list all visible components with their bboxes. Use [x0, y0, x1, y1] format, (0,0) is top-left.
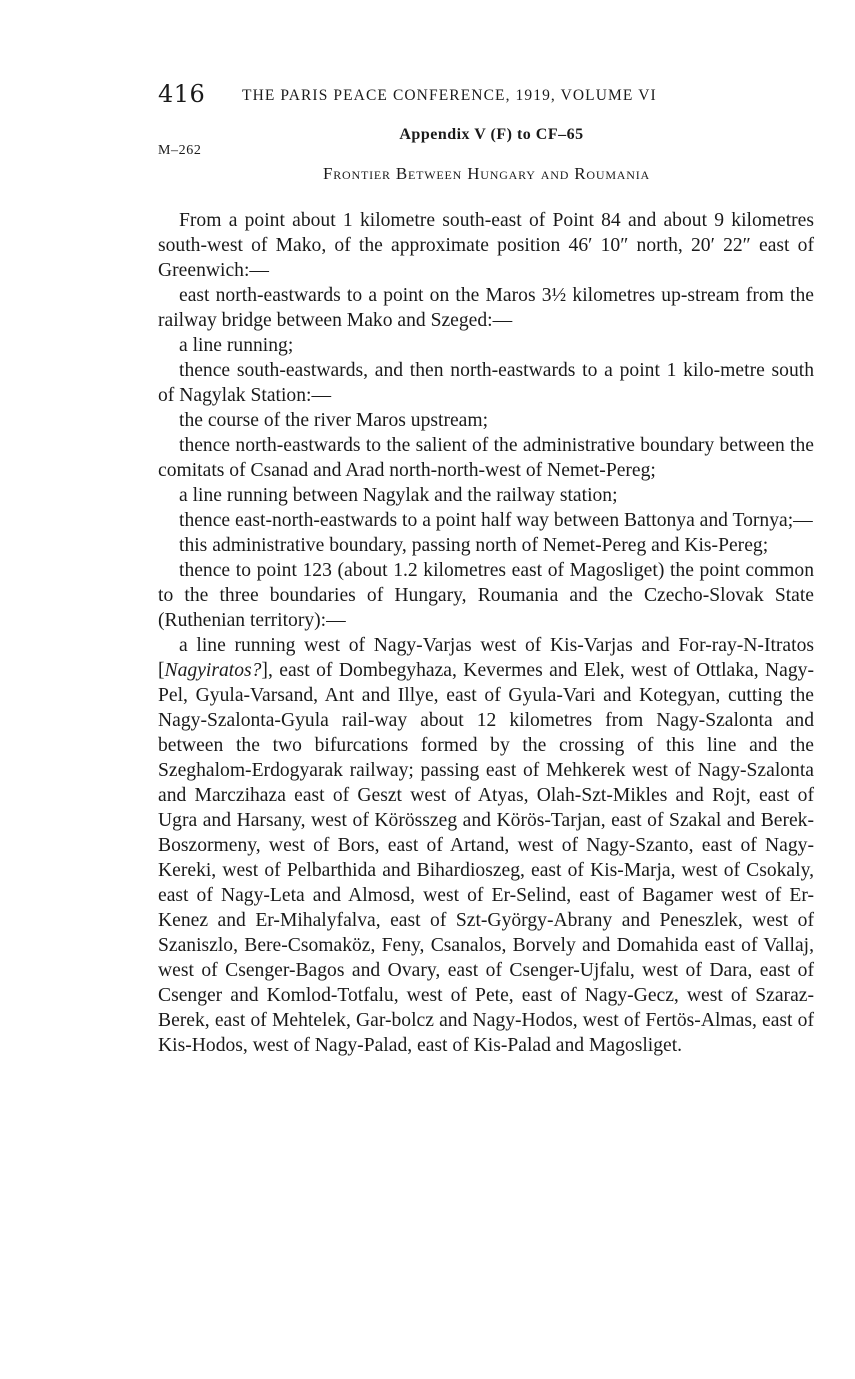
- paragraph: a line running between Nagylak and the railway station;: [179, 485, 618, 506]
- paragraph-text-start: a line running west of Nagy-Varjas west of Kis-Varjas and For-ray-N-Itratos [: [158, 635, 814, 681]
- paragraph: this administrative boundary, passing north of Nemet-Pereg and Kis-Pereg;: [179, 535, 769, 556]
- running-title: THE PARIS PEACE CONFERENCE, 1919, VOLUME VI: [242, 87, 657, 104]
- paragraph: thence south-eastwards, and then north-eastwards to a point 1 kilo-metre south of Nagylak Station:—: [158, 360, 814, 406]
- body-text: [158, 208, 814, 1058]
- running-header: [158, 80, 814, 112]
- paragraph: east north-eastwards to a point on the Maros 3½ kilometres up-stream from the railway bridge between Mako and Szeged:—: [158, 285, 814, 331]
- section-title: Frontier Between Hungary and Roumania: [323, 164, 650, 183]
- page-number: 416: [158, 80, 206, 108]
- paragraph-text-rest: ], east of Dombegyhaza, Kevermes and Elek, west of Ottlaka, Nagy-Pel, Gyula-Varsand, Ant and Illye, east of Gyula-Vari and Kotegyan, cutting the Nagy-Szalonta-Gyula rail-way about 12 kilometres from Nagy-Szalonta and between the two bifurcations formed by the crossing of this line and the Szeghalom-Erdogyarak railway; passing east of Mehkerek west of Nagy-Szalonta and Marczihaza east of Geszt west of Atyas, Olah-Szt-Mikles and Rojt, east of Ugra and Harsany, west of Körösszeg and Körös-Tarjan, east of Szakal and Berek-Boszormeny, west of Bors, east of Artand, west of Nagy-Szanto, east of Nagy-Kereki, west of Pelbarthida and Bihardioszeg, east of Kis-Marja, west of Csokaly, east of Nagy-Leta and Almosd, west of Er-Selind, east of Bagamer west of Er-Kenez and Er-Mihalyfalva, east of Szt-György-Abrany and Peneszlek, west of Szaniszlo, Bere-Csomaköz, Feny, Csanalos, Borvely and Domahida east of Vallaj, west of Csenger-Bagos and Ovary, east of Csenger-Ujfalu, west of Dara, east of Csenger and Komlod-Totfalu, west of Pete, east of Nagy-Gecz, west of Szaraz-Berek, east of Mehtelek, Gar-bolcz and Nagy-Hodos, west of Fertös-Almas, east of Kis-Hodos, west of Nagy-Palad, east of Kis-Palad and Magosliget.: [158, 660, 814, 1056]
- document-id: M–262: [158, 143, 202, 158]
- paragraph: thence to point 123 (about 1.2 kilometres east of Magosliget) the point common to the three boundaries of Hungary, Roumania and the Czecho-Slovak State (Ruthenian territory):—: [158, 560, 814, 631]
- paragraph: a line running;: [179, 335, 294, 356]
- paragraph: thence east-north-eastwards to a point half way between Battonya and Tornya;—: [179, 510, 813, 531]
- paragraph: the course of the river Maros upstream;: [179, 410, 489, 431]
- paragraph: From a point about 1 kilometre south-east of Point 84 and about 9 kilometres south-west of Mako, of the approximate position 46′ 10″ north, 20′ 22″ east of Greenwich:—: [158, 210, 814, 281]
- boundary-description-paragraph: [158, 633, 814, 1058]
- appendix-title: Appendix V (F) to CF–65: [399, 126, 584, 143]
- paragraph: thence north-eastwards to the salient of the administrative boundary between the comitats of Csanad and Arad north-north-west of Nemet-Pereg;: [158, 435, 814, 481]
- editorial-note: Nagyiratos?: [164, 660, 262, 681]
